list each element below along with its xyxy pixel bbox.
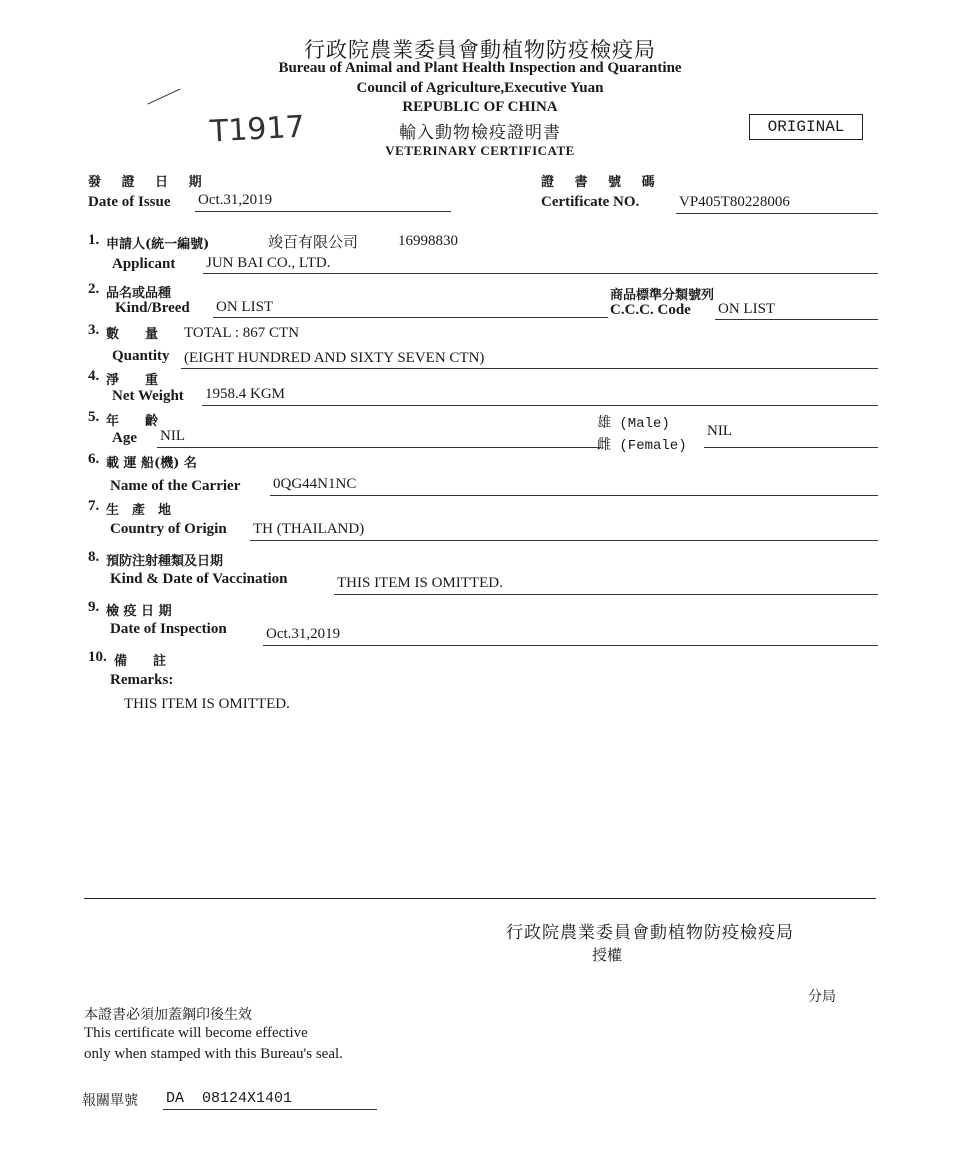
agency-title-en: Bureau of Animal and Plant Health Inspection and Quarantine	[278, 60, 682, 76]
vaccination-label: Kind & Date of Vaccination	[110, 571, 288, 587]
council-title: Council of Agriculture,Executive Yuan	[356, 80, 604, 96]
kind-value: ON LIST	[216, 299, 274, 315]
cert-no-value: VP405T80228006	[679, 194, 790, 210]
inspection-underline	[263, 645, 878, 646]
origin-number: 7.	[88, 498, 100, 514]
footer-divider	[84, 898, 876, 899]
certificate-title-zh: 輸入動物檢疫證明書	[399, 123, 561, 143]
issue-date-label-zh: 發 證 日 期	[88, 175, 210, 190]
kind-label: Kind/Breed	[115, 300, 190, 316]
applicant-label-zh: 申請人(統一編號)	[106, 237, 210, 252]
carrier-label: Name of the Carrier	[110, 478, 241, 494]
cert-no-underline	[676, 213, 878, 214]
issue-date-label: Date of Issue	[88, 194, 171, 210]
vaccination-label-zh: 預防注射種類及日期	[106, 554, 224, 569]
quantity-underline	[181, 368, 878, 369]
declaration-underline	[163, 1109, 377, 1110]
carrier-underline	[270, 495, 878, 496]
footer-branch-zh: 分局	[808, 989, 836, 1005]
carrier-value: 0QG44N1NC	[273, 476, 357, 492]
footer-authority-zh: 行政院農業委員會動植物防疫檢疫局	[506, 923, 794, 943]
ccc-label-zh: 商品標準分類號列	[610, 288, 715, 303]
quantity-value: (EIGHT HUNDRED AND SIXTY SEVEN CTN)	[184, 350, 485, 366]
origin-value: TH (THAILAND)	[253, 521, 365, 537]
inspection-value: Oct.31,2019	[266, 626, 341, 642]
net-weight-number: 4.	[88, 368, 100, 384]
age-number: 5.	[88, 409, 100, 425]
net-weight-label-zh: 淨 重	[106, 373, 159, 388]
vaccination-value: THIS ITEM IS OMITTED.	[337, 575, 503, 591]
applicant-tax-id: 16998830	[398, 233, 458, 249]
net-weight-value: 1958.4 KGM	[205, 386, 286, 402]
carrier-label-zh: 載 運 船(機) 名	[106, 456, 197, 471]
origin-underline	[250, 540, 878, 541]
vaccination-number: 8.	[88, 549, 100, 565]
quantity-label-zh: 數 量	[106, 327, 159, 342]
cert-no-label-zh: 證 書 號 碼	[541, 175, 663, 190]
origin-label: Country of Origin	[110, 521, 227, 537]
quantity-total: TOTAL : 867 CTN	[184, 325, 300, 341]
sex-underline	[704, 447, 878, 448]
age-label-zh: 年 齡	[106, 414, 159, 429]
sex-value: NIL	[707, 423, 732, 439]
vaccination-underline	[334, 594, 878, 595]
origin-label-zh: 生 產 地	[106, 503, 172, 518]
inspection-label: Date of Inspection	[110, 621, 227, 637]
remarks-label: Remarks:	[110, 672, 174, 688]
country-title: REPUBLIC OF CHINA	[402, 99, 558, 115]
seal-notice-zh: 本證書必須加蓋鋼印後生效	[84, 1007, 252, 1023]
declaration-label-zh: 報關單號	[82, 1093, 138, 1109]
issue-date-underline	[195, 211, 451, 212]
net-weight-label: Net Weight	[112, 388, 184, 404]
agency-title-zh: 行政院農業委員會動植物防疫檢疫局	[304, 38, 656, 62]
kind-number: 2.	[88, 281, 100, 297]
applicant-name-zh: 竣百有限公司	[268, 233, 359, 251]
remarks-value: THIS ITEM IS OMITTED.	[124, 696, 290, 712]
applicant-underline	[203, 273, 878, 274]
issue-date-value: Oct.31,2019	[198, 192, 273, 208]
quantity-label: Quantity	[112, 348, 170, 364]
kind-underline	[213, 317, 608, 318]
applicant-label: Applicant	[112, 256, 176, 272]
age-value: NIL	[160, 428, 185, 444]
age-underline	[157, 447, 601, 448]
female-label: 雌 (Female)	[597, 438, 687, 454]
ccc-label: C.C.C. Code	[610, 302, 691, 318]
net-weight-underline	[202, 405, 878, 406]
footer-authorized-zh: 授權	[592, 946, 623, 964]
ccc-underline	[715, 319, 878, 320]
inspection-number: 9.	[88, 599, 100, 615]
cert-no-label: Certificate NO.	[541, 194, 640, 210]
ccc-value: ON LIST	[718, 301, 776, 317]
remarks-label-zh: 備 註	[114, 654, 167, 669]
applicant-value: JUN BAI CO., LTD.	[206, 255, 331, 271]
inspection-label-zh: 檢 疫 日 期	[106, 604, 172, 619]
original-stamp-box: ORIGINAL	[749, 114, 863, 140]
kind-label-zh: 品名或品種	[106, 286, 172, 301]
age-label: Age	[112, 430, 137, 446]
handwritten-reference: T1917	[209, 109, 306, 150]
carrier-number: 6.	[88, 451, 100, 467]
declaration-value: DA 08124X1401	[166, 1090, 293, 1107]
applicant-number: 1.	[88, 232, 100, 248]
certificate-title-en: VETERINARY CERTIFICATE	[385, 143, 575, 158]
seal-notice-en-2: only when stamped with this Bureau's seal.	[84, 1046, 343, 1062]
quantity-number: 3.	[88, 322, 100, 338]
remarks-number: 10.	[88, 649, 107, 665]
male-label: 雄 (Male)	[597, 416, 670, 432]
seal-notice-en-1: This certificate will become effective	[84, 1025, 308, 1041]
